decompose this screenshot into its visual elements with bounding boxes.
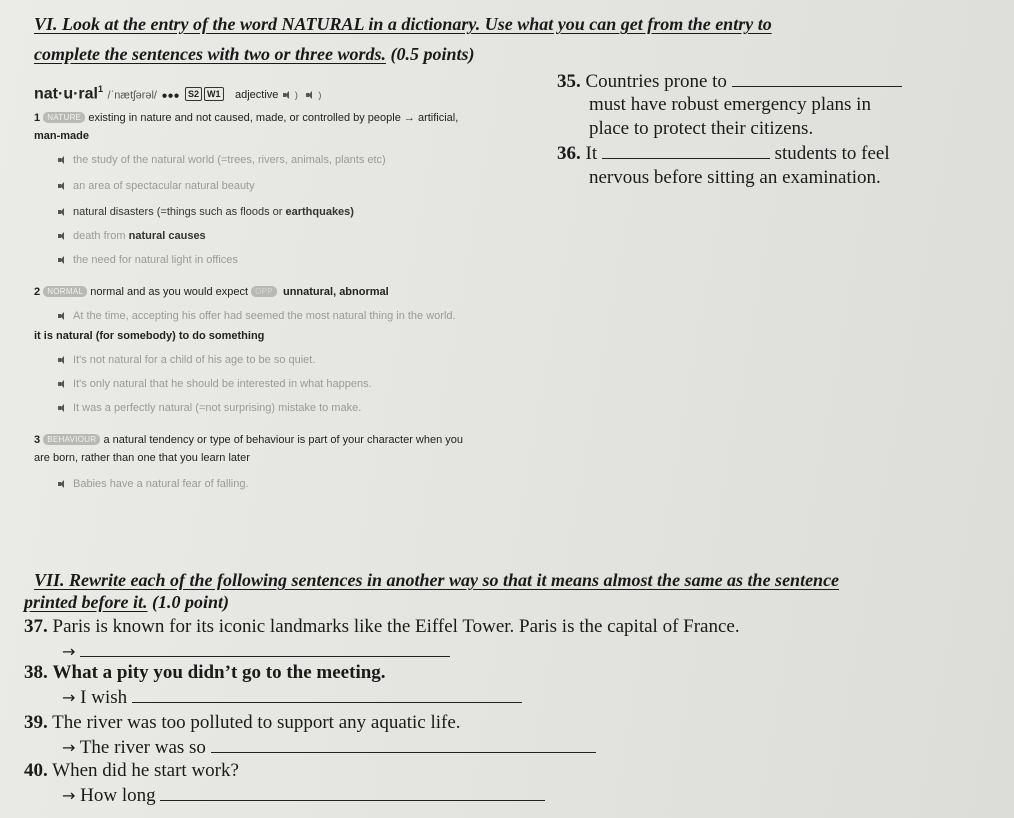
question-38: 38. What a pity you didn’t go to the meeting. (24, 662, 386, 683)
dict-sense3-number: 3 (34, 434, 41, 446)
dict-sense3-label: BEHAVIOUR (43, 434, 100, 445)
question-38-answer-line: → I wish (62, 686, 522, 709)
arrow-icon: → (62, 738, 76, 757)
speaker-icon-us[interactable] (306, 91, 315, 99)
speaker-icon[interactable] (58, 156, 67, 164)
dict-example: natural disasters (=things such as floods or earthquakes) (58, 206, 354, 218)
sound-wave-icon: ) (294, 90, 298, 101)
dict-sense2-definition: normal and as you would expect (90, 286, 249, 298)
dict-phrase: it is natural (for somebody) to do something (34, 330, 265, 342)
dict-example: death from natural causes (58, 230, 206, 242)
answer-blank-40[interactable] (160, 784, 545, 801)
dict-sense1-def (34, 112, 458, 124)
speaker-icon[interactable] (58, 232, 67, 240)
answer-blank-38[interactable] (132, 686, 522, 703)
question-39-answer-line: → The river was so (62, 736, 596, 759)
question-37-answer-line (62, 640, 450, 663)
question-40-answer-line: → How long (62, 784, 545, 807)
speaker-icon[interactable] (58, 356, 67, 364)
section6-title-line1: VI. Look at the entry of the word NATURAL in a dictionary. Use what you can get from the entry to (34, 14, 772, 34)
dict-sense3-definition: a natural tendency or type of behaviour is part of your character when you (103, 434, 464, 446)
dict-headword-line (34, 84, 325, 103)
dict-sense1-number: 1 (34, 112, 41, 124)
section7-title-text: printed before it. (24, 592, 148, 612)
question-35-line3: place to protect their citizens. (589, 118, 814, 139)
question-36-line2: nervous before sitting an examination. (589, 167, 881, 188)
section6-title-text: complete the sentences with two or three words. (34, 44, 387, 64)
section7-title-line2 (24, 592, 229, 613)
dict-sense1-label: NATURE (43, 112, 85, 123)
dict-frequency-dots: ●●● (161, 90, 180, 102)
speaker-icon[interactable] (58, 404, 67, 412)
dict-example: the study of the natural world (=trees, rivers, animals, plants etc) (58, 154, 386, 166)
question-39: 39. The river was too polluted to support any aquatic life. (24, 712, 461, 733)
question-40: 40. When did he start work? (24, 760, 239, 781)
dict-example: an area of spectacular natural beauty (58, 180, 255, 192)
speaker-icon[interactable] (58, 312, 67, 320)
question-37: 37. Paris is known for its iconic landmarks like the Eiffel Tower. Paris is the capital of France. (24, 616, 740, 637)
speaker-icon[interactable] (58, 480, 67, 488)
dict-example: the need for natural light in offices (58, 254, 238, 266)
dict-tag-w1: W1 (204, 87, 224, 101)
section6-title-line2 (34, 44, 475, 65)
dict-sense2-def (34, 286, 389, 298)
speaker-icon-uk[interactable] (283, 91, 292, 99)
section7-title-line1: VII. Rewrite each of the following sentences in another way so that it means almost the same as the sentence (34, 570, 840, 590)
dict-pos: adjective (235, 89, 279, 102)
answer-blank-39[interactable] (211, 736, 596, 753)
dict-sense3-def (34, 434, 463, 446)
speaker-icon[interactable] (58, 380, 67, 388)
section6-points: (0.5 points) (390, 44, 475, 64)
speaker-icon[interactable] (58, 256, 67, 264)
sound-wave-icon: ) (318, 90, 322, 101)
answer-blank-35[interactable] (732, 70, 902, 87)
answer-blank-37[interactable] (80, 640, 450, 657)
dict-example: It's only natural that he should be interested in what happens. (58, 378, 372, 390)
dict-sense1-def-cont: man-made (34, 130, 90, 142)
speaker-icon[interactable] (58, 182, 67, 190)
dict-opposites: unnatural, abnormal (282, 286, 389, 298)
dict-example: At the time, accepting his offer had seemed the most natural thing in the world. (58, 310, 456, 322)
question-35: 35. Countries prone to (557, 70, 902, 93)
arrow-icon: → (62, 688, 76, 707)
dict-sense2-label: NORMAL (43, 286, 87, 297)
dict-example: It was a perfectly natural (=not surprising) mistake to make. (58, 402, 361, 414)
arrow-icon: → (62, 642, 76, 661)
dict-pronunciation: /ˈnætʃərəl/ (107, 89, 157, 102)
dict-example: Babies have a natural fear of falling. (58, 478, 249, 490)
speaker-icon[interactable] (58, 208, 67, 216)
dict-headword: nat·u·ral (34, 85, 98, 103)
question-35-line2: must have robust emergency plans in (589, 94, 871, 115)
dict-sense1-definition: existing in nature and not caused, made, or controlled by people → artificial, (88, 112, 459, 124)
dict-homograph-number: 1 (98, 84, 104, 94)
section7-points: (1.0 point) (152, 592, 230, 612)
question-36: 36. It students to feel (557, 143, 890, 164)
dict-sense2-number: 2 (34, 286, 41, 298)
dict-example: It's not natural for a child of his age to be so quiet. (58, 354, 315, 366)
dict-tag-s2: S2 (185, 87, 202, 101)
dict-opp-label: OPP (251, 286, 277, 297)
arrow-icon: → (62, 786, 76, 805)
answer-blank-36[interactable] (602, 142, 770, 159)
dict-sense3-def-cont: are born, rather than one that you learn later (34, 452, 250, 464)
